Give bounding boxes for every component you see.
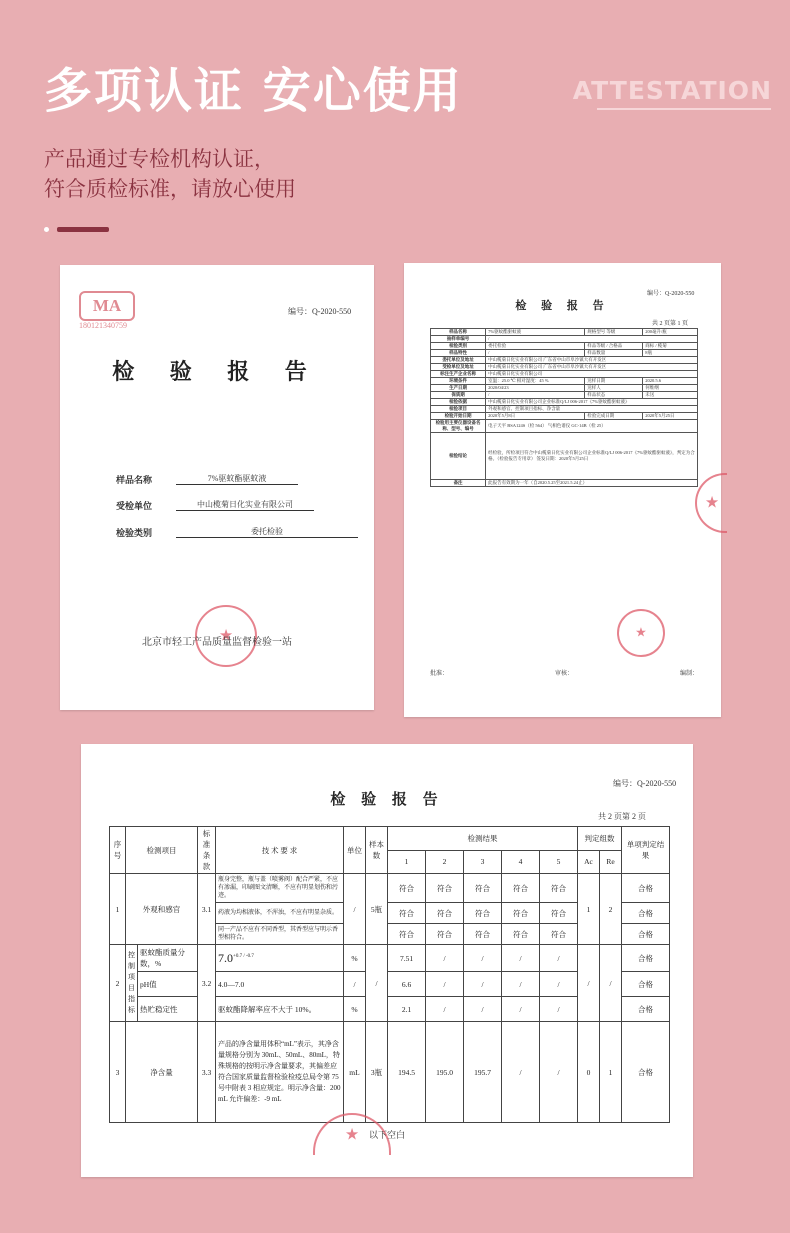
info-cell: 备注 (431, 480, 486, 487)
info-cell: 未送 (643, 392, 698, 399)
row1-result: 符合 (502, 903, 540, 924)
info-cell: 检验用主要仪器设备名称、型号、编号 (431, 420, 486, 433)
row2-conclusion: 合格 (622, 972, 670, 997)
row2-tech-1 (216, 945, 344, 972)
row1-result: 符合 (388, 924, 426, 945)
row3-sample-count: 3瓶 (366, 1022, 388, 1123)
info-cell: 检验结论 (431, 433, 486, 480)
row2-unit-1: % (344, 945, 366, 972)
sample-name-value: 7%驱蚊酯驱蚊液 (176, 473, 298, 485)
decor-bar (57, 227, 109, 232)
header-clause: 标准条款 (198, 827, 216, 874)
info-cell: 检验类别 (431, 343, 486, 350)
row2-re: / (600, 945, 622, 1022)
row2-ac: / (578, 945, 600, 1022)
row2-result: / (464, 997, 502, 1022)
row1-result: 符合 (426, 903, 464, 924)
row1-result: 符合 (388, 874, 426, 903)
header-col-4: 4 (502, 850, 540, 874)
info-cell: 8瓶 (643, 350, 698, 357)
row2-tech-3: 驱蚊酯降解率应不大于 10%。 (216, 997, 344, 1022)
info-cell: 委托检验 (486, 343, 585, 350)
report-page-1 (404, 263, 721, 717)
row1-tech-c: 同一产品不应有不同香型，其香型应与明示香型相符合。 (216, 924, 344, 945)
row1-result: 符合 (426, 874, 464, 903)
info-row (431, 392, 698, 399)
header-col-2: 2 (426, 850, 464, 874)
info-cell: 样品特性 (431, 350, 486, 357)
signature-line (430, 668, 698, 677)
info-cell: 环境条件 (431, 378, 486, 385)
info-cell: / (486, 392, 585, 399)
cma-number: 180121340759 (79, 321, 127, 330)
test-results-table (109, 826, 670, 1123)
row1-result: 符合 (388, 903, 426, 924)
header-judgement: 判定组数 (578, 827, 622, 851)
row3-result: 195.7 (464, 1022, 502, 1123)
info-cell: 2020/04/23 (486, 385, 585, 392)
info-cell: 保质期 (431, 392, 486, 399)
end-of-report: 以下空白 (368, 1130, 405, 1140)
row2-result: / (426, 972, 464, 997)
info-row (431, 336, 698, 343)
row3-unit: mL (344, 1022, 366, 1123)
info-cell: 检验完成日期 (585, 413, 643, 420)
info-cell: 检验依据 (431, 399, 486, 406)
row2-result: / (426, 997, 464, 1022)
info-cell: 中山榄菊日化实业有限公司 广东省中山市阜沙镇大有开发区 (486, 357, 698, 364)
row2-result: 6.6 (388, 972, 426, 997)
header-col-5: 5 (540, 850, 578, 874)
info-cell: 生产日期 (431, 385, 486, 392)
row2-item-1: 驱蚊酯质量分数，% (138, 945, 198, 972)
info-cell: 送样日期 (585, 378, 643, 385)
row2-clause: 3.2 (198, 945, 216, 1022)
row2-result: / (464, 972, 502, 997)
row3-ac: 0 (578, 1022, 600, 1123)
info-cell: 7%驱蚊酯驱蚊液 (486, 329, 585, 336)
row2-conclusion: 合格 (622, 997, 670, 1022)
row1-clause: 3.1 (198, 874, 216, 945)
row1-conclusion: 合格 (622, 903, 670, 924)
report-cover (60, 265, 374, 710)
info-cell: 送样人 (585, 385, 643, 392)
row3-clause: 3.3 (198, 1022, 216, 1123)
info-cell: 样品数量 (585, 350, 643, 357)
row2-result: / (540, 972, 578, 997)
row3-item: 净含量 (126, 1022, 198, 1123)
client-label: 受检单位 (116, 501, 153, 511)
row1-result: 符合 (540, 924, 578, 945)
page-indicator: 共 2 页第 2 页 (598, 812, 646, 821)
row1-item: 外观和感官 (126, 874, 198, 945)
row1-ac: 1 (578, 874, 600, 945)
header-col-1: 1 (388, 850, 426, 874)
info-row (431, 480, 698, 487)
info-cell: 受检单位及地址 (431, 364, 486, 371)
info-cell: 中山榄菊日化实业有限公司 (486, 371, 698, 378)
info-cell: 样品等级 / 合格品 (585, 343, 643, 350)
subtitle-line-2: 符合质检标准，请放心使用 (44, 177, 296, 201)
info-cell: / (486, 350, 585, 357)
header-col-3: 3 (464, 850, 502, 874)
info-cell: / (486, 336, 698, 343)
row2-seq: 2 (110, 945, 126, 1022)
info-cell: 商标 / 榄菊 (643, 343, 698, 350)
row3-result: / (540, 1022, 578, 1123)
header-unit: 单位 (344, 827, 366, 874)
info-cell: 检验开始日期 (431, 413, 486, 420)
page-title: 多项认证 安心使用 (44, 63, 463, 119)
row2-result: / (426, 945, 464, 972)
row2-result: 2.1 (388, 997, 426, 1022)
info-cell: 2020年5月25日 (643, 413, 698, 420)
info-row (431, 364, 698, 371)
info-cell: 中山榄菊日化实业有限公司 广东省中山市阜沙镇大有开发区 (486, 364, 698, 371)
attestation-label: ATTESTATION (572, 76, 772, 105)
row1-result: 符合 (426, 924, 464, 945)
row1-seq: 1 (110, 874, 126, 945)
category-label: 检验类别 (116, 528, 153, 538)
header-seq: 序号 (110, 827, 126, 874)
row1-unit: / (344, 874, 366, 945)
review-label: 审核： (554, 671, 573, 677)
info-row (431, 371, 698, 378)
cma-logo: MA (79, 291, 135, 321)
row1-conclusion: 合格 (622, 874, 670, 903)
row1-result: 符合 (540, 903, 578, 924)
info-cell: 2020.5.6 (643, 378, 698, 385)
row2-result: / (502, 997, 540, 1022)
decor-dot (44, 227, 49, 232)
sample-name-label: 样品名称 (116, 475, 153, 485)
row1-result: 符合 (464, 903, 502, 924)
info-cell: 委托单位及地址 (431, 357, 486, 364)
client-value: 中山榄菊日化实业有限公司 (176, 499, 314, 511)
row1-result: 符合 (540, 874, 578, 903)
info-row (431, 413, 698, 420)
info-cell: 检验项目 (431, 406, 486, 413)
institute-name: 北京市轻工产品质量监督检验一站 (142, 637, 292, 648)
row1-result: 符合 (464, 924, 502, 945)
category-value: 委托检验 (176, 526, 358, 538)
header-results: 检测结果 (388, 827, 578, 851)
attestation-underline (597, 108, 771, 110)
row3-re: 1 (600, 1022, 622, 1123)
red-seal-stamp-partial (695, 473, 727, 533)
page-indicator: 共 2 页第 1 页 (652, 321, 689, 327)
info-cell: 规格型号 等级 (585, 329, 643, 336)
report-number: 编号：Q-2020-550 (288, 307, 352, 316)
row3-seq: 3 (110, 1022, 126, 1123)
info-cell: 样品状态 (585, 392, 643, 399)
header-ac: Ac (578, 850, 600, 874)
info-cell: 2020年5月8日 (486, 413, 585, 420)
row3-result: 194.5 (388, 1022, 426, 1123)
row1-tech-a: 瓶身完整，瓶与盖（喷雾阀）配合严紧，不应有渗漏，印刷图文清晰，不应有明显划伤和污迹。 (216, 874, 344, 903)
header-re: Re (600, 850, 622, 874)
report-title: 检 验 报 告 (330, 792, 444, 808)
row2-unit-3: % (344, 997, 366, 1022)
info-row (431, 378, 698, 385)
row2-result: / (502, 945, 540, 972)
info-row (431, 406, 698, 413)
report-info-table (430, 328, 698, 487)
red-seal-stamp (617, 609, 665, 657)
row1-re: 2 (600, 874, 622, 945)
tech-value: 7.0 (218, 950, 233, 965)
info-cell: 此报告有效期为一年（自2020.5.25至2021.5.24止） (486, 480, 698, 487)
row2-unit-2: / (344, 972, 366, 997)
row3-tech: 产品的净含量用体积“mL”表示，其净含量规格分别为 30mL、50mL、80mL，特殊规格的按明示净含量要求，其偏差应符合国家质量监督检验检疫总局令第 75 号中附表 3 相应规定。明示净含量：200 mL 允许偏差：-9 mL (216, 1022, 344, 1123)
info-row (431, 350, 698, 357)
row3-conclusion: 合格 (622, 1022, 670, 1123)
row3-result: 195.0 (426, 1022, 464, 1123)
row2-group: 控制项目指标 (126, 945, 138, 1022)
row2-result: 7.51 (388, 945, 426, 972)
approve-label: 批准： (430, 671, 449, 677)
info-row (431, 433, 698, 480)
row2-item-3: 热贮稳定性 (138, 997, 198, 1022)
report-number: 编号：Q-2020-550 (647, 291, 695, 297)
tech-tolerance: +0.7 / -0.7 (233, 953, 254, 959)
info-row (431, 385, 698, 392)
row2-result: / (502, 972, 540, 997)
author-label: 编制： (679, 671, 698, 677)
info-cell: 室温：25.0 ℃ 相对湿度：45 % (486, 378, 585, 385)
header-conclusion: 单项判定结果 (622, 827, 670, 874)
info-row (431, 399, 698, 406)
header-item: 检测项目 (126, 827, 198, 874)
row1-tech-b: 药液为均相液体，不浑浊，不应有明显杂质。 (216, 903, 344, 924)
row1-result: 符合 (502, 924, 540, 945)
header-tech: 技 术 要 求 (216, 827, 344, 874)
row2-conclusion: 合格 (622, 945, 670, 972)
info-cell: 标注生产企业名称 (431, 371, 486, 378)
row2-sample-count: / (366, 945, 388, 1022)
info-cell: 何维纲 (643, 385, 698, 392)
row1-result: 符合 (502, 874, 540, 903)
info-row (431, 420, 698, 433)
info-cell: 样品名称 (431, 329, 486, 336)
info-cell: 电子天平 BSA124S（检 564） 气相色谱仪 GC-14B（检 25） (486, 420, 698, 433)
info-cell: 外观和感官、控制项目指标、净含量 (486, 406, 698, 413)
row1-result: 符合 (464, 874, 502, 903)
row2-result: / (540, 997, 578, 1022)
row2-item-2: pH值 (138, 972, 198, 997)
row1-conclusion: 合格 (622, 924, 670, 945)
row2-tech-2: 4.0—7.0 (216, 972, 344, 997)
report-title: 检 验 报 告 (515, 300, 610, 312)
report-number: 编号：Q-2020-550 (613, 779, 677, 788)
info-row (431, 357, 698, 364)
row3-result: / (502, 1022, 540, 1123)
info-cell: 中山榄菊日化实业有限公司企业标准Q/LJ 006-2017《7%驱蚊酯驱蚊液》 (486, 399, 698, 406)
report-page-2 (81, 744, 693, 1177)
info-cell: 200毫升/瓶 (643, 329, 698, 336)
info-row (431, 343, 698, 350)
header-sample-count: 样本数 (366, 827, 388, 874)
info-cell: 经检验，所检项目符合中山榄菊日化实业有限公司企业标准Q/LJ 006-2017《7%驱蚊酯驱蚊液》，判定为合格。（检验报告专用章） 签发日期：2020年5月25日 (486, 433, 698, 480)
info-row (431, 329, 698, 336)
row2-result: / (464, 945, 502, 972)
row1-sample-count: 5瓶 (366, 874, 388, 945)
subtitle-line-1: 产品通过专检机构认证， (44, 147, 275, 171)
row2-result: / (540, 945, 578, 972)
report-title: 检 验 报 告 (112, 359, 322, 384)
info-cell: 抽样单编号 (431, 336, 486, 343)
